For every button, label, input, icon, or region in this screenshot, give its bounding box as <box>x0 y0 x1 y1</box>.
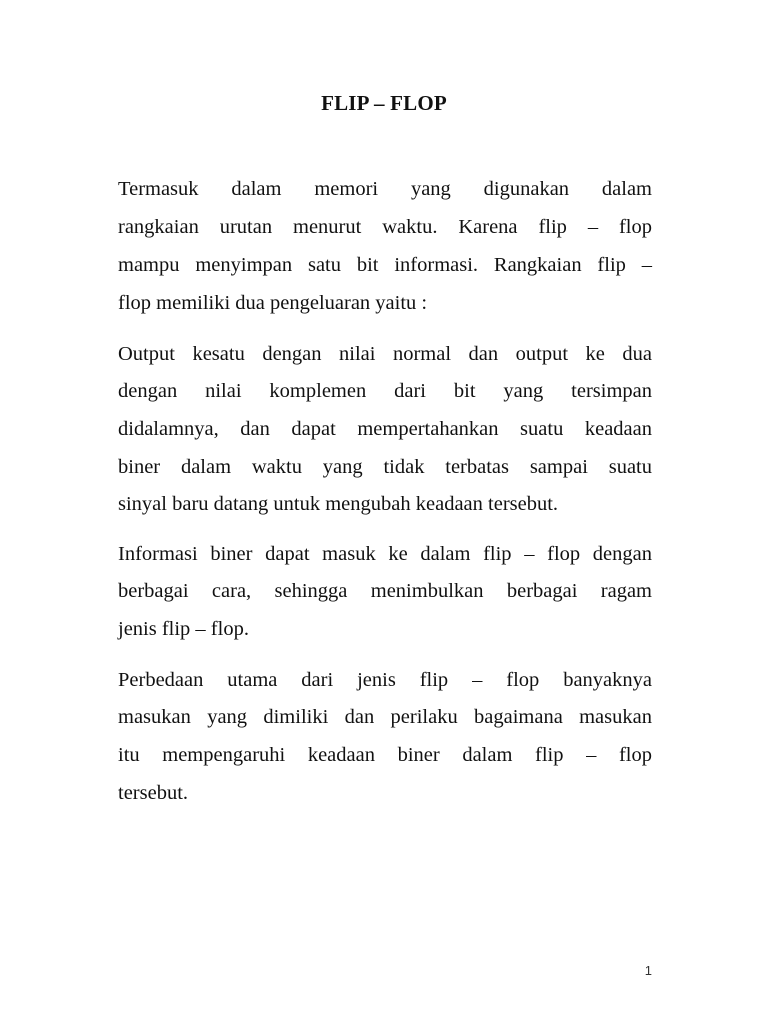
document-title: FLIP – FLOP <box>321 91 447 115</box>
paragraph-2-line-4: biner dalam waktu yang tidak terbatas sampai suatu <box>118 456 652 478</box>
paragraph-3-line-3: jenis flip – flop. <box>118 618 249 640</box>
paragraph-4-line-1: Perbedaan utama dari jenis flip – flop banyaknya <box>118 669 652 691</box>
paragraph-4-line-3: itu mempengaruhi keadaan biner dalam flip – flop <box>118 744 652 766</box>
paragraph-2-line-5: sinyal baru datang untuk mengubah keadaan tersebut. <box>118 493 559 515</box>
paragraph-2-line-3: didalamnya, dan dapat mempertahankan suatu keadaan <box>118 418 652 440</box>
paragraph-3-line-2: berbagai cara, sehingga menimbulkan berbagai ragam <box>118 580 652 602</box>
paragraph-1-line-2: rangkaian urutan menurut waktu. Karena flip – flop <box>118 216 652 238</box>
paragraph-1-line-3: mampu menyimpan satu bit informasi. Rangkaian flip – <box>118 254 652 276</box>
paragraph-2-line-2: dengan nilai komplemen dari bit yang tersimpan <box>118 380 652 402</box>
page-number: 1 <box>644 963 652 978</box>
paragraph-4-line-2: masukan yang dimiliki dan perilaku bagaimana masukan <box>118 706 652 728</box>
paragraph-3-line-1: Informasi biner dapat masuk ke dalam flip – flop dengan <box>118 543 652 565</box>
paragraph-2-line-1: Output kesatu dengan nilai normal dan output ke dua <box>118 343 652 365</box>
paragraph-4-line-4: tersebut. <box>118 782 189 804</box>
paragraph-1-line-1: Termasuk dalam memori yang digunakan dalam <box>118 178 652 200</box>
paragraph-1-line-4: flop memiliki dua pengeluaran yaitu : <box>118 292 428 314</box>
